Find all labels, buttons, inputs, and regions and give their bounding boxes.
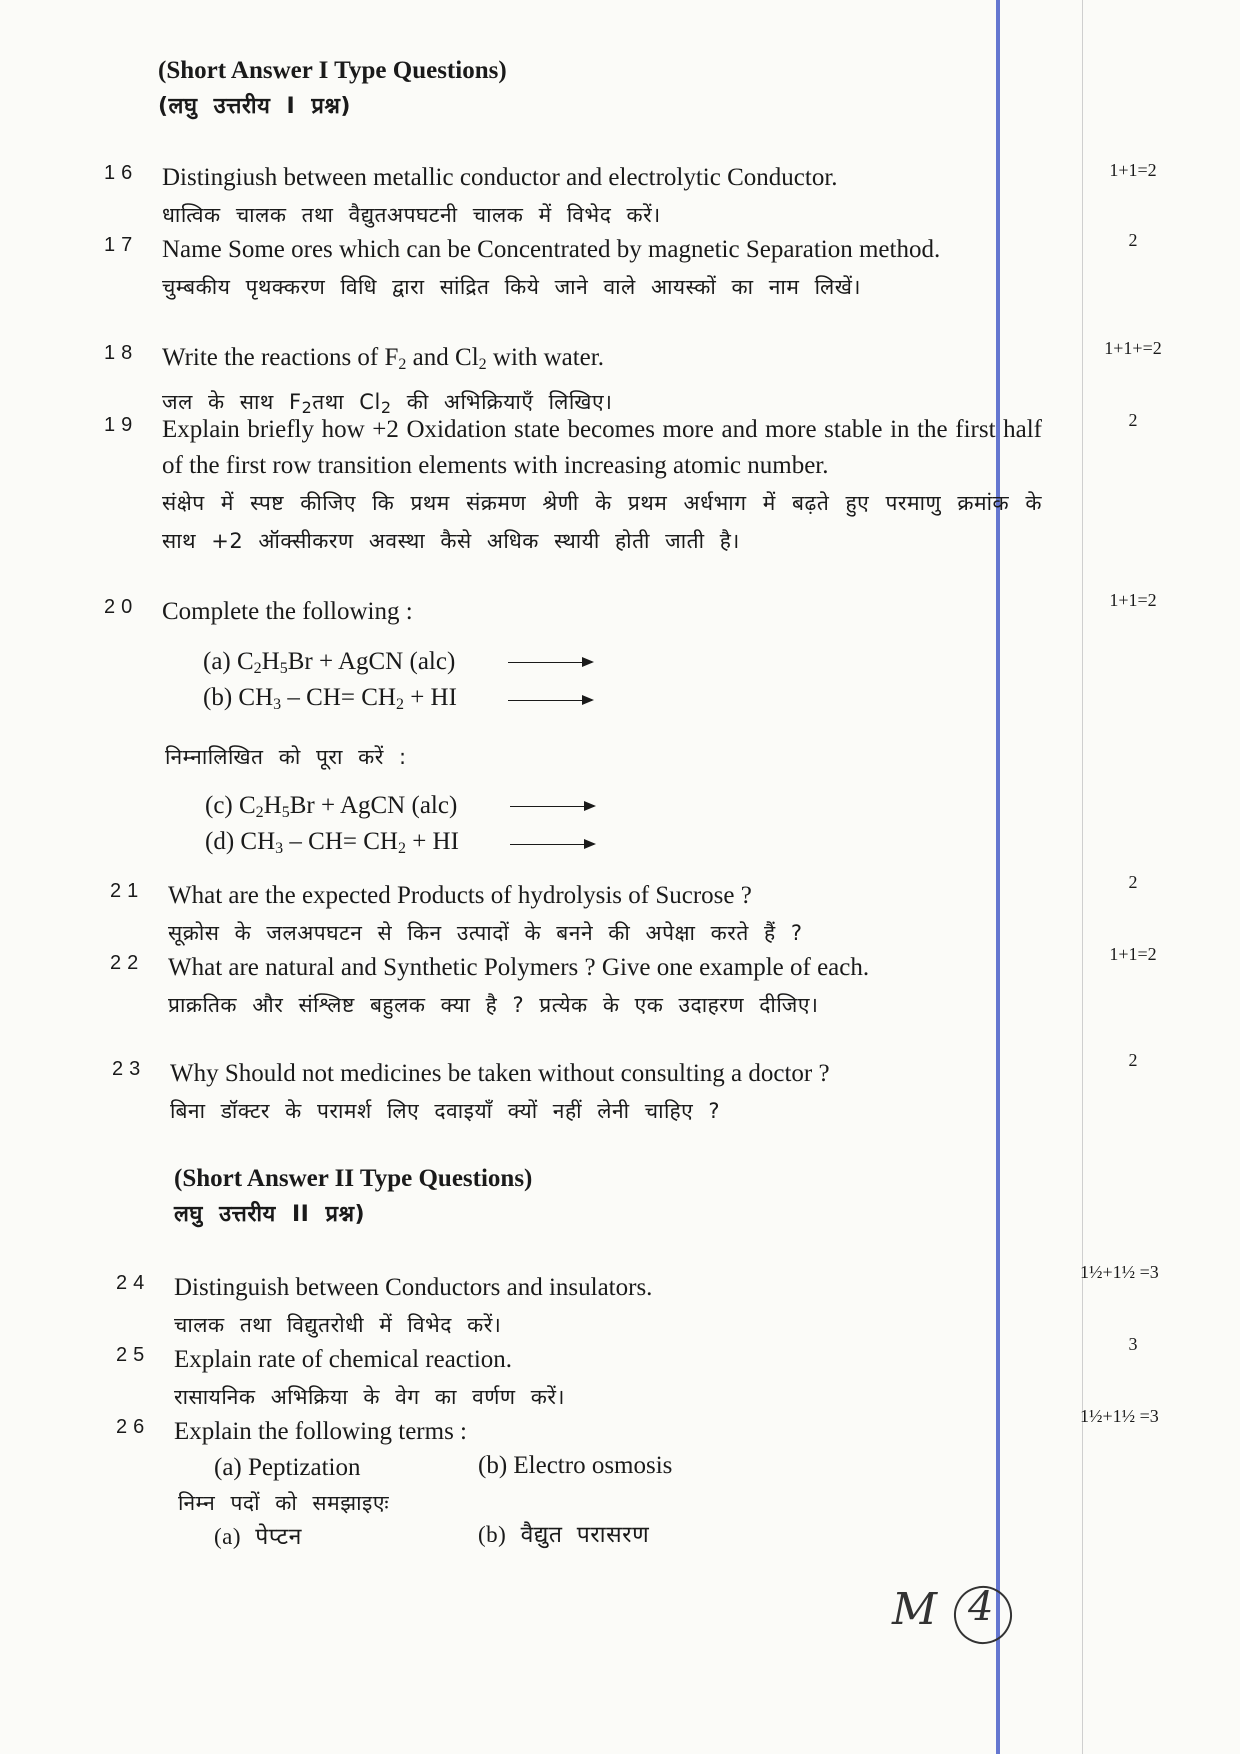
- term-a-hi: (a) पेप्टन: [214, 1524, 302, 1549]
- question-text-en: Complete the following :: [162, 598, 413, 625]
- marks-21: 2: [1128, 872, 1138, 892]
- reaction-d: (d) $CH_3 - CH= CH_2$ + HI: [205, 828, 459, 857]
- section-title-en: (Short Answer I Type Questions): [158, 57, 507, 84]
- question-text-en: Explain rate of chemical reaction.: [174, 1346, 513, 1373]
- question-number: 16: [104, 162, 139, 184]
- section-title-hi: (लघु उत्तरीय I प्रश्न): [158, 94, 351, 119]
- question-text-hi: जल के साथ $F_2तथा$ $Cl_2$ की अभिक्रियाएँ लिखिए।: [162, 390, 613, 417]
- question-number: 24: [116, 1272, 151, 1294]
- question-text-hi: चुम्बकीय पृथक्करण विधि द्वारा सांद्रित किये जाने वाले आयस्कों का नाम लिखें।: [162, 275, 861, 299]
- marks-22: 1+1=2: [1109, 944, 1157, 964]
- question-text-hi: प्राक्रतिक और संश्लिष्ट बहुलक क्या है ? प्रत्येक के एक उदाहरण दीजिए।: [168, 993, 819, 1017]
- question-text-en: What are the expected Products of hydrolysis of Sucrose ?: [168, 882, 752, 909]
- term-a-en: (a) Peptization: [214, 1454, 361, 1481]
- question-number: 22: [110, 952, 145, 974]
- section-heading-1: [158, 54, 507, 126]
- section-title-en: (Short Answer II Type Questions): [174, 1165, 533, 1192]
- question-text-en: Distinguish between Conductors and insulators.: [174, 1274, 653, 1301]
- question-number: 18: [104, 342, 139, 364]
- question-20-text-hi: निम्नालिखित को पूरा करें :: [165, 745, 407, 769]
- question-text-hi: रासायनिक अभिक्रिया के वेग का वर्णण करें।: [174, 1385, 565, 1409]
- reaction-b: (b) $CH_3 - CH= CH_2$ + HI: [203, 684, 457, 713]
- reaction-arrow-d: [510, 844, 594, 845]
- reaction-c: (c) $C_2H_5Br$ + AgCN (alc): [205, 792, 458, 821]
- question-26-text-hi: निम्न पदों को समझाइएः: [178, 1491, 390, 1515]
- marks-25: 3: [1128, 1334, 1138, 1354]
- question-text-hi: संक्षेप में स्पष्ट कीजिए कि प्रथम संक्रमण श्रेणी के प्रथम अर्धभाग में बढ़ते हुए परमाणु क्रमांक के साथ +2 ऑक्सीकरण अवस्था कैसे अधिक स्थायी होती जाती है।: [162, 491, 1042, 553]
- term-b-en: (b) Electro osmosis: [478, 1452, 673, 1479]
- question-text-hi: बिना डॉक्टर के परामर्श लिए दवाइयाँ क्यों नहीं लेनी चाहिए ?: [170, 1099, 721, 1123]
- question-number: 25: [116, 1344, 151, 1366]
- marks-18: 1+1+=2: [1104, 338, 1162, 358]
- marks-26: 1½+1½ =3: [1080, 1406, 1159, 1426]
- question-text-en: What are natural and Synthetic Polymers ? Give one example of each.: [168, 954, 870, 981]
- question-number: 19: [104, 414, 139, 436]
- question-text-en: Name Some ores which can be Concentrated by magnetic Separation method.: [162, 236, 941, 263]
- question-text-en: Why Should not medicines be taken without consulting a doctor ?: [170, 1060, 830, 1087]
- question-number: 23: [112, 1058, 147, 1080]
- question-number: 20: [104, 596, 139, 618]
- section-heading-2: [174, 1162, 532, 1234]
- question-text-en: Explain briefly how +2 Oxidation state becomes more and more stable in the first half of the first row transition elements with increasing atomic number.: [162, 416, 1042, 479]
- marks-17: 2: [1128, 230, 1138, 250]
- marks-16: 1+1=2: [1109, 160, 1157, 180]
- marks-24: 1½+1½ =3: [1080, 1262, 1159, 1282]
- question-text-en: Write the reactions of $F_2$ and $Cl_2$ with water.: [162, 344, 604, 373]
- question-text-en: Explain the following terms :: [174, 1418, 468, 1445]
- term-b-hi: (b) वैद्युत परासरण: [478, 1522, 650, 1547]
- reaction-arrow-c: [510, 806, 594, 807]
- marks-23: 2: [1128, 1050, 1138, 1070]
- reaction-arrow-b: [508, 700, 592, 701]
- handwritten-initials: M 4: [892, 1582, 1028, 1652]
- question-number: 26: [116, 1416, 151, 1438]
- reaction-a: (a) $C_2H_5Br$ + AgCN (alc): [203, 648, 456, 677]
- question-text-hi: सूक्रोस के जलअपघटन से किन उत्पादों के बनने की अपेक्षा करते हैं ?: [168, 921, 803, 945]
- question-text-hi: धात्विक चालक तथा वैद्युतअपघटनी चालक में विभेद करें।: [162, 203, 661, 227]
- question-number: 21: [110, 880, 145, 902]
- section-title-hi: लघु उत्तरीय II प्रश्न): [174, 1202, 366, 1227]
- question-number: 17: [104, 234, 139, 256]
- question-text-en: Distingiush between metallic conductor and electrolytic Conductor.: [162, 164, 838, 191]
- reaction-arrow-a: [508, 662, 592, 663]
- marks-20: 1+1=2: [1109, 590, 1157, 610]
- marks-19: 2: [1128, 410, 1138, 430]
- question-text-hi: चालक तथा विद्युतरोधी में विभेद करें।: [174, 1313, 502, 1337]
